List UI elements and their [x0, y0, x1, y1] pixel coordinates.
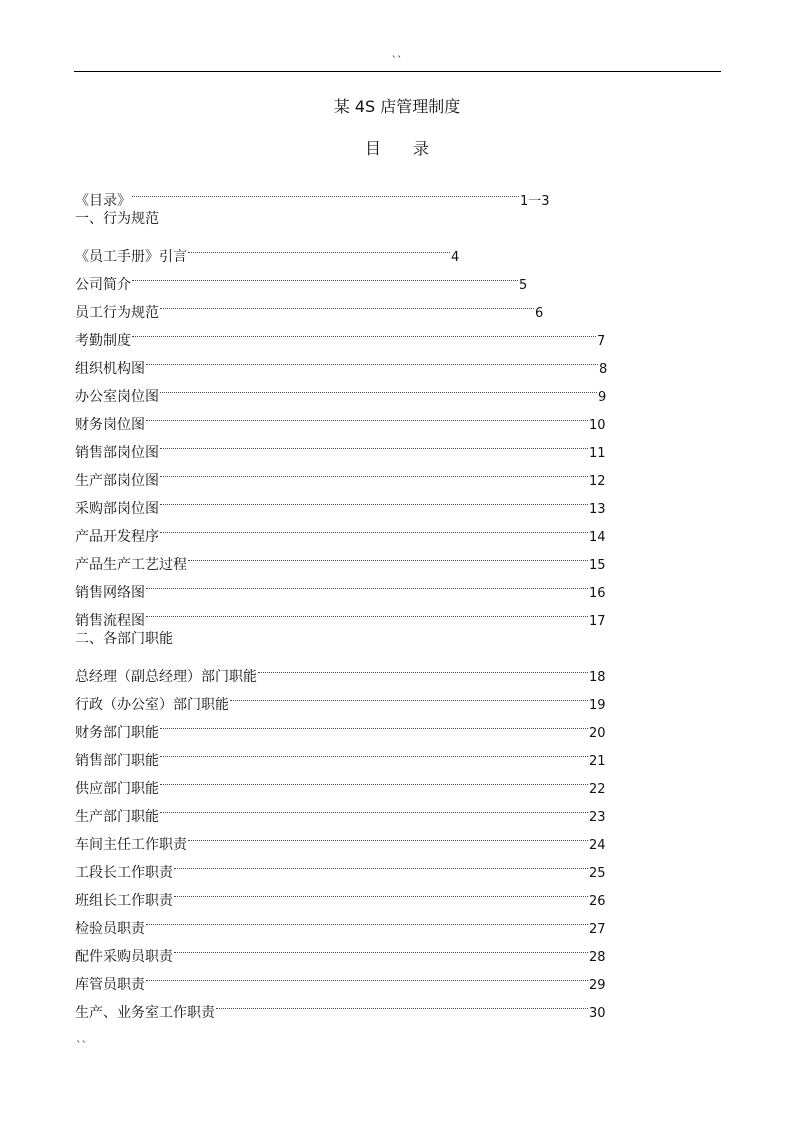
header-mark: ``	[391, 54, 403, 67]
toc-entry[interactable]	[75, 905, 615, 937]
toc-entry-page: 14	[589, 530, 606, 545]
toc-entry-label: 总经理（副总经理）部门职能	[75, 669, 257, 685]
toc-entry[interactable]	[75, 177, 615, 209]
toc-heading-right: 录	[413, 139, 430, 158]
toc-entry-label: 库管员职责	[75, 977, 145, 993]
toc-entry[interactable]	[75, 933, 615, 965]
toc-entry[interactable]	[75, 317, 615, 349]
toc-entry-leader	[159, 513, 589, 541]
toc-entry-leader	[159, 429, 589, 457]
toc-entry-leader	[187, 821, 589, 849]
toc-entry-page: 4	[451, 250, 460, 265]
toc-entry-label: 销售部门职能	[75, 753, 159, 769]
toc-entry[interactable]	[75, 261, 615, 293]
toc-entry-leader	[131, 261, 519, 289]
toc-entry-leader	[173, 933, 589, 961]
toc-entry-page: 13	[589, 502, 606, 517]
toc-entry-leader	[159, 485, 589, 513]
toc-entry-leader	[257, 653, 589, 681]
toc-entry-label: 车间主任工作职责	[75, 837, 187, 853]
toc-entry-leader	[145, 961, 589, 989]
toc-entry-label: 组织机构图	[75, 361, 145, 377]
toc-entry-leader	[145, 345, 599, 373]
toc-entry-label: 财务岗位图	[75, 417, 145, 433]
toc-entry-leader	[173, 849, 589, 877]
toc-entry-page: 7	[597, 334, 606, 349]
toc-entry-label: 《目录》	[75, 193, 131, 209]
toc-entry-page: 12	[589, 474, 606, 489]
toc-entry-label: 办公室岗位图	[75, 389, 159, 405]
toc-entry[interactable]	[75, 429, 615, 461]
toc-entry-page: 29	[589, 978, 606, 993]
toc-entry-leader	[173, 877, 589, 905]
toc-entry-page: 8	[599, 362, 608, 377]
header-rule	[74, 71, 721, 72]
toc-entry-page: 22	[589, 782, 606, 797]
toc-entry-leader	[159, 289, 535, 317]
toc-entry-page: 27	[589, 922, 606, 937]
toc-entry-label: 采购部岗位图	[75, 501, 159, 517]
toc-entry[interactable]	[75, 401, 615, 433]
toc-entry-page: 18	[589, 670, 606, 685]
toc-entry-page: 20	[589, 726, 606, 741]
toc-entry-leader	[145, 569, 589, 597]
toc-entry-label: 销售流程图	[75, 613, 145, 629]
toc-entry-label: 产品开发程序	[75, 529, 159, 545]
toc-entry-page: 1一3	[520, 194, 550, 209]
toc-entry-page: 26	[589, 894, 606, 909]
toc-entry[interactable]	[75, 597, 615, 629]
toc-entry-page: 19	[589, 698, 606, 713]
toc-entry-label: 班组长工作职责	[75, 893, 173, 909]
toc-entry-leader	[159, 793, 589, 821]
toc-entry-leader	[159, 373, 598, 401]
toc-entry-label: 销售部岗位图	[75, 445, 159, 461]
toc-entry-label: 生产部门职能	[75, 809, 159, 825]
toc-entry-label: 检验员职责	[75, 921, 145, 937]
toc-entry-label: 生产、业务室工作职责	[75, 1005, 215, 1021]
toc-entry-page: 15	[589, 558, 606, 573]
toc-entry[interactable]	[75, 989, 615, 1021]
toc-entry-leader	[159, 457, 589, 485]
toc-entry-label: 配件采购员职责	[75, 949, 173, 965]
toc-entry-leader	[131, 177, 520, 205]
document-title: 某 4S 店管理制度	[333, 97, 461, 116]
toc-entry-label: 考勤制度	[75, 333, 131, 349]
toc-entry-leader	[159, 765, 589, 793]
table-of-contents	[75, 177, 615, 1021]
toc-entry-page: 11	[589, 446, 606, 461]
toc-entry-page: 28	[589, 950, 606, 965]
toc-entry-label: 产品生产工艺过程	[75, 557, 187, 573]
toc-entry-leader	[187, 541, 589, 569]
toc-entry-page: 16	[589, 586, 606, 601]
toc-entry-label: 供应部门职能	[75, 781, 159, 797]
toc-heading	[0, 138, 794, 160]
toc-entry[interactable]	[75, 625, 615, 653]
toc-entry-page: 24	[589, 838, 606, 853]
toc-entry-page: 6	[535, 306, 544, 321]
toc-entry-page: 25	[589, 866, 606, 881]
toc-entry-page: 10	[589, 418, 606, 433]
toc-entry-page: 21	[589, 754, 606, 769]
footer-mark: ``	[76, 1039, 87, 1052]
toc-entry-leader	[131, 317, 597, 345]
toc-entry-leader	[229, 681, 589, 709]
toc-entry[interactable]	[75, 289, 615, 321]
toc-entry-page: 5	[519, 278, 528, 293]
toc-entry[interactable]	[75, 233, 615, 265]
toc-entry-leader	[187, 233, 451, 261]
toc-entry-label: 一、行为规范	[75, 211, 159, 227]
toc-entry-leader	[145, 905, 589, 933]
toc-entry-leader	[159, 737, 589, 765]
toc-entry-page: 9	[598, 390, 607, 405]
toc-entry[interactable]	[75, 653, 615, 685]
toc-entry[interactable]	[75, 345, 615, 377]
toc-entry-leader	[159, 709, 589, 737]
toc-entry-label: 财务部门职能	[75, 725, 159, 741]
toc-entry-page: 17	[589, 614, 606, 629]
toc-entry-leader	[145, 401, 589, 429]
toc-entry-label: 员工行为规范	[75, 305, 159, 321]
toc-entry-label: 行政（办公室）部门职能	[75, 697, 229, 713]
toc-entry[interactable]	[75, 569, 615, 601]
toc-entry-label: 公司简介	[75, 277, 131, 293]
toc-entry-page: 30	[589, 1006, 606, 1021]
toc-entry-leader	[215, 989, 589, 1017]
toc-heading-left: 目	[364, 139, 381, 158]
toc-entry-label: 二、各部门职能	[75, 631, 173, 647]
toc-entry[interactable]	[75, 961, 615, 993]
toc-entry-label: 生产部岗位图	[75, 473, 159, 489]
toc-entry-label: 《员工手册》引言	[75, 249, 187, 265]
toc-entry-leader	[145, 597, 589, 625]
toc-entry-label: 工段长工作职责	[75, 865, 173, 881]
toc-entry-label: 销售网络图	[75, 585, 145, 601]
toc-entry-page: 23	[589, 810, 606, 825]
toc-entry[interactable]	[75, 373, 615, 405]
